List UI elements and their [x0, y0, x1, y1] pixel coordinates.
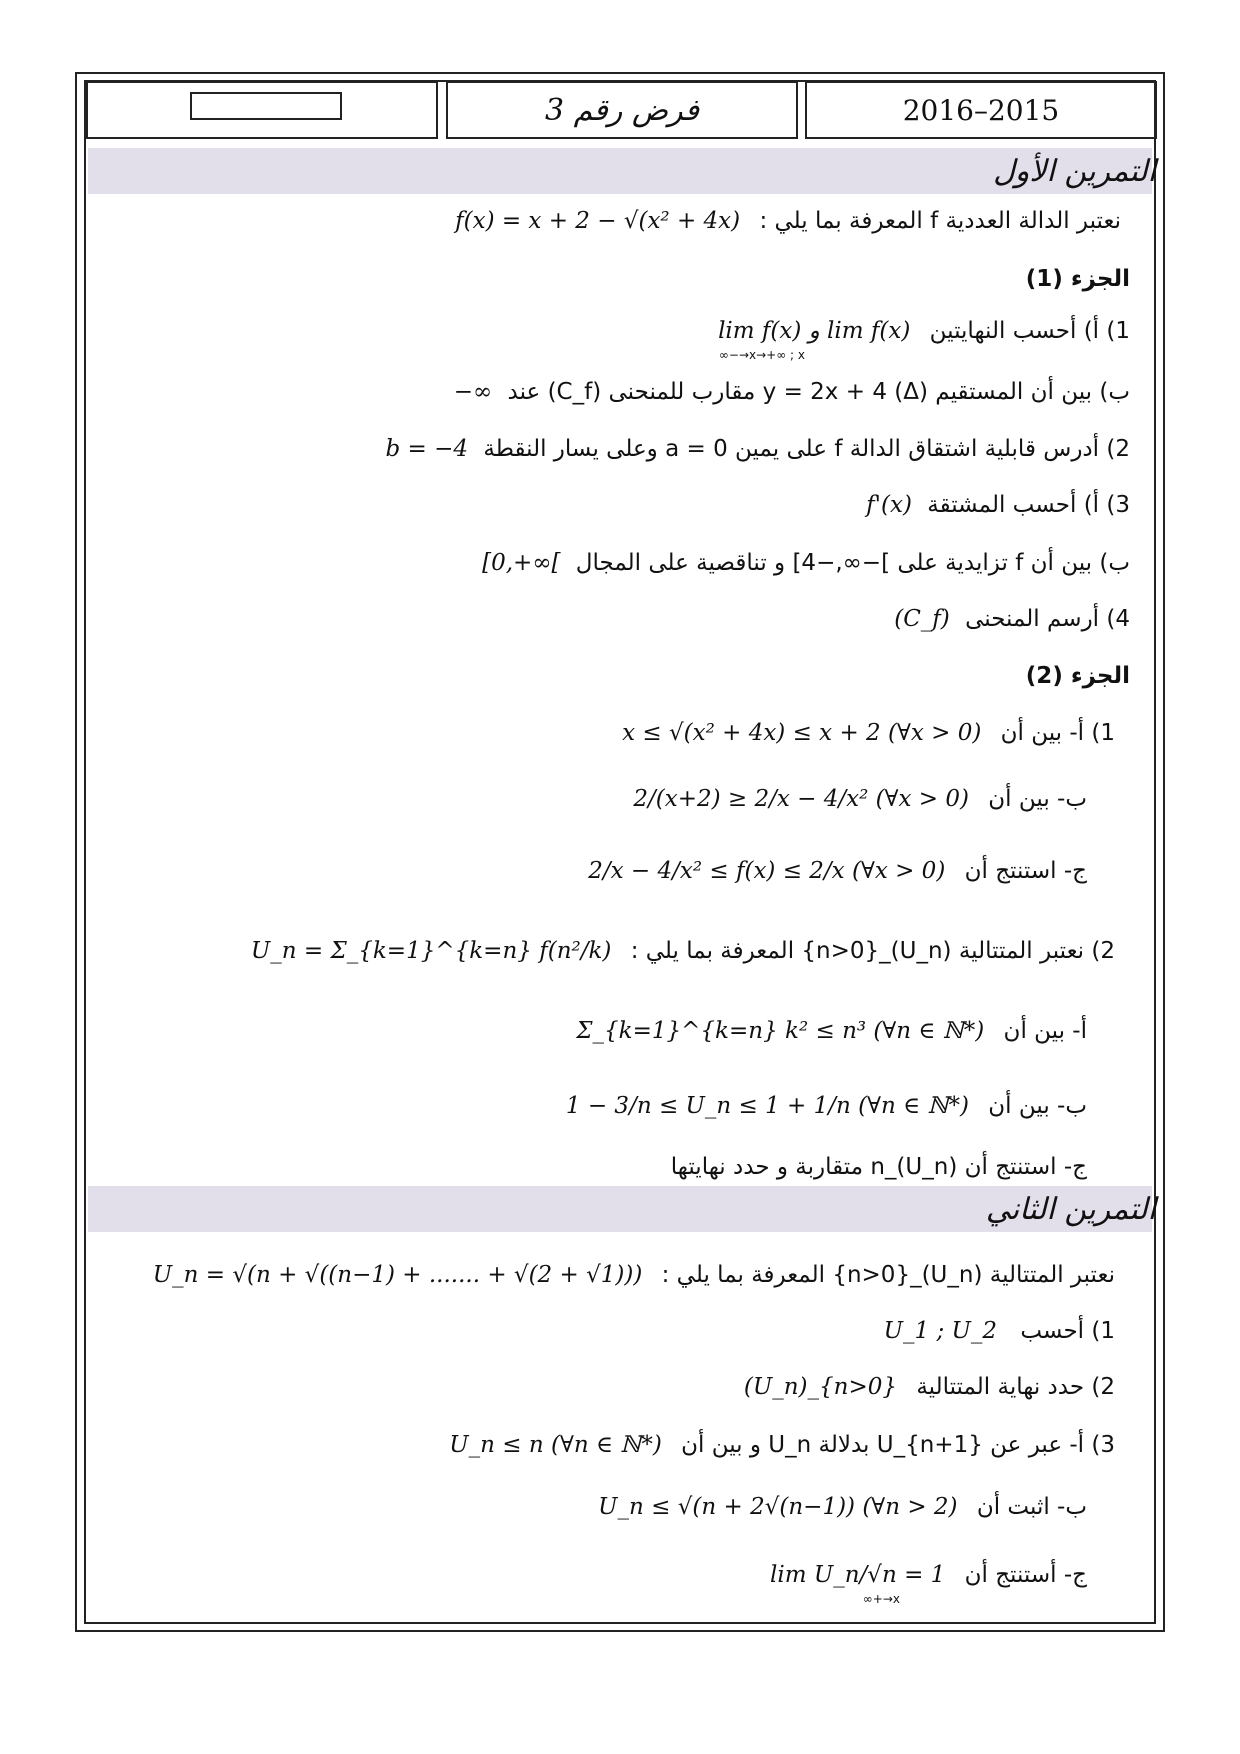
exercise1-title: التمرين الأول: [993, 154, 1156, 189]
ex1-intro: نعتبر الدالة العددية f المعرفة بما يلي : f(x) = x + 2 − √(x² + 4x): [455, 208, 1121, 234]
ex1-p2-item6: ب- بين أن 1 − 3/n ≤ U_n ≤ 1 + 1/n (∀n ∈ ℕ*): [565, 1093, 1087, 1119]
ex2-item6-sub: x→+∞: [862, 1592, 900, 1606]
ex2-item1: نعتبر المتتالية (U_n)_{n>0} المعرفة بما يلي : U_n = √(n + √((n−1) + ....... + √(2 + √1))): [152, 1262, 1115, 1288]
ex1-p2-item2: ب- بين أن 2/(x+2) ≥ 2/x − 4/x² (∀x > 0): [633, 786, 1087, 812]
ex1-p1-item1-sub: x→+∞ ; x→−∞: [718, 348, 805, 362]
year-label: 2016–2015: [902, 93, 1060, 127]
ex1-part2-title: الجزء (2): [1025, 663, 1130, 689]
ex1-p2-item7: ج- استنتج أن (U_n)_n متقاربة و حدد نهايتها: [670, 1154, 1087, 1180]
exercise2-title: التمرين الثاني: [985, 1192, 1156, 1227]
exercise2-content: [90, 0, 1145, 1754]
ex1-p2-item4: 2) نعتبر المتتالية (U_n)_{n>0} المعرفة بما يلي : U_n = Σ_{k=1}^{k=n} f(n²/k): [250, 938, 1115, 964]
ex1-p1-item5: ب) بين أن f تزايدية على ]−∞,−4] و تناقصية على المجال [0,+∞[: [482, 550, 1130, 576]
ex2-item2: 1) أحسب U_1 ; U_2: [883, 1318, 1115, 1344]
ex2-item3: 2) حدد نهاية المتتالية (U_n)_{n>0}: [743, 1374, 1115, 1400]
ex1-p2-item5: أ- بين أن Σ_{k=1}^{k=n} k² ≤ n³ (∀n ∈ ℕ*): [576, 1018, 1087, 1044]
ex1-p1-item1: 1) أ) أحسب النهايتين lim f(x) و lim f(x): [718, 318, 1130, 344]
ex2-item4: 3) أ- عبر عن U_{n+1} بدلالة U_n و بين أن U_n ≤ n (∀n ∈ ℕ*): [449, 1432, 1115, 1458]
ex1-p1-item2: ب) بين أن المستقيم (Δ) y = 2x + 4 مقارب للمنحنى (C_f) عند −∞: [453, 379, 1130, 405]
ex1-p1-item4: 3) أ) أحسب المشتقة f'(x): [866, 492, 1130, 518]
exam-title: فرض رقم 3: [544, 92, 700, 128]
ex1-p2-item1: 1) أ- بين أن x ≤ √(x² + 4x) ≤ x + 2 (∀x > 0): [622, 720, 1115, 746]
ex1-p1-item3: 2) أدرس قابلية اشتقاق الدالة f على يمين a = 0 وعلى يسار النقطة b = −4: [385, 436, 1130, 462]
ex1-p2-item3: ج- استنتج أن 2/x − 4/x² ≤ f(x) ≤ 2/x (∀x > 0): [588, 858, 1087, 884]
ex2-item5: ب- اثبت أن U_n ≤ √(n + 2√(n−1)) (∀n > 2): [598, 1494, 1087, 1520]
ex1-p1-item6: 4) أرسم المنحنى (C_f): [894, 606, 1130, 632]
ex2-item6: ج- أستنتج أن lim U_n/√n = 1: [770, 1562, 1087, 1588]
ex1-part1-title: الجزء (1): [1025, 266, 1130, 292]
